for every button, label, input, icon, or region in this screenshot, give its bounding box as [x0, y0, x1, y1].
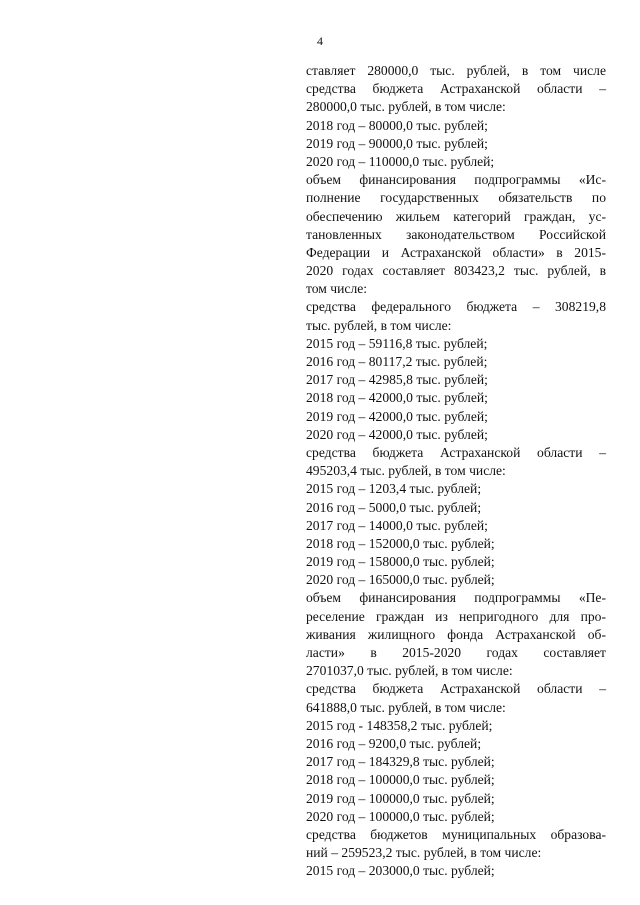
text-line: тановленных законодательством Российской	[306, 226, 606, 242]
text-line: объем финансирования подпрограммы «Пе-	[306, 590, 606, 606]
text-line: средства бюджета Астраханской области –	[306, 444, 606, 460]
text-line: 2020 год – 100000,0 тыс. рублей;	[306, 808, 495, 824]
text-line: 2701037,0 тыс. рублей, в том числе:	[306, 663, 513, 679]
text-line: 495203,4 тыс. рублей, в том числе:	[306, 463, 506, 479]
text-line: 2015 год – 1203,4 тыс. рублей;	[306, 481, 482, 497]
text-line: ний – 259523,2 тыс. рублей, в том числе:	[306, 845, 542, 861]
text-line: средства бюджета Астраханской области –	[306, 681, 606, 697]
text-line: ставляет 280000,0 тыс. рублей, в том числе	[306, 63, 606, 78]
text-line: 2020 год – 110000,0 тыс. рублей;	[306, 153, 495, 169]
text-line: 2017 год – 42985,8 тыс. рублей;	[306, 372, 488, 388]
text-line: 2018 год – 152000,0 тыс. рублей;	[306, 535, 495, 551]
text-line: том числе:	[306, 281, 368, 297]
text-line: 2020 годах составляет 803423,2 тыс. рублей, в	[306, 263, 606, 279]
text-line: средства федерального бюджета – 308219,8	[306, 299, 606, 315]
document-text	[306, 62, 606, 880]
text-line: 280000,0 тыс. рублей, в том числе:	[306, 99, 506, 115]
text-line: объем финансирования подпрограммы «Ис-	[306, 172, 606, 188]
text-line: 2019 год – 158000,0 тыс. рублей;	[306, 554, 495, 570]
text-line: 2015 год – 59116,8 тыс. рублей;	[306, 335, 488, 351]
page-number: 4	[317, 34, 323, 48]
text-line: живания жилищного фонда Астраханской об-	[306, 626, 606, 642]
text-line: реселение граждан из непригодного для про-	[306, 608, 606, 624]
text-line: средства бюджетов муниципальных образова-	[306, 826, 606, 842]
text-line: 2018 год – 42000,0 тыс. рублей;	[306, 390, 488, 406]
text-line: 2019 год – 100000,0 тыс. рублей;	[306, 790, 495, 806]
text-line: 2017 год – 184329,8 тыс. рублей;	[306, 754, 495, 770]
text-line: средства бюджета Астраханской области –	[306, 81, 606, 97]
text-line: 2018 год – 100000,0 тыс. рублей;	[306, 772, 495, 788]
text-line: 641888,0 тыс. рублей, в том числе:	[306, 699, 506, 715]
text-line: 2016 год – 5000,0 тыс. рублей;	[306, 499, 482, 515]
text-line: 2020 год – 42000,0 тыс. рублей;	[306, 426, 488, 442]
text-line: 2020 год – 165000,0 тыс. рублей;	[306, 572, 495, 588]
text-line: 2016 год – 9200,0 тыс. рублей;	[306, 735, 482, 751]
text-line: 2015 год – 203000,0 тыс. рублей;	[306, 863, 495, 879]
text-line: 2019 год – 90000,0 тыс. рублей;	[306, 135, 488, 151]
text-line: тыс. рублей, в том числе:	[306, 317, 452, 333]
text-line: 2016 год – 80117,2 тыс. рублей;	[306, 354, 488, 369]
text-line: 2018 год – 80000,0 тыс. рублей;	[306, 117, 488, 133]
text-line: 2019 год – 42000,0 тыс. рублей;	[306, 408, 488, 424]
text-line: Федерации и Астраханской области» в 2015-	[306, 244, 606, 260]
text-line: полнение государственных обязательств по	[306, 190, 606, 206]
text-line: обеспечению жильем категорий граждан, ус-	[306, 208, 606, 224]
text-line: 2017 год – 14000,0 тыс. рублей;	[306, 517, 488, 533]
text-line: 2015 год - 148358,2 тыс. рублей;	[306, 717, 493, 733]
text-line: ласти» в 2015-2020 годах составляет	[306, 645, 606, 660]
